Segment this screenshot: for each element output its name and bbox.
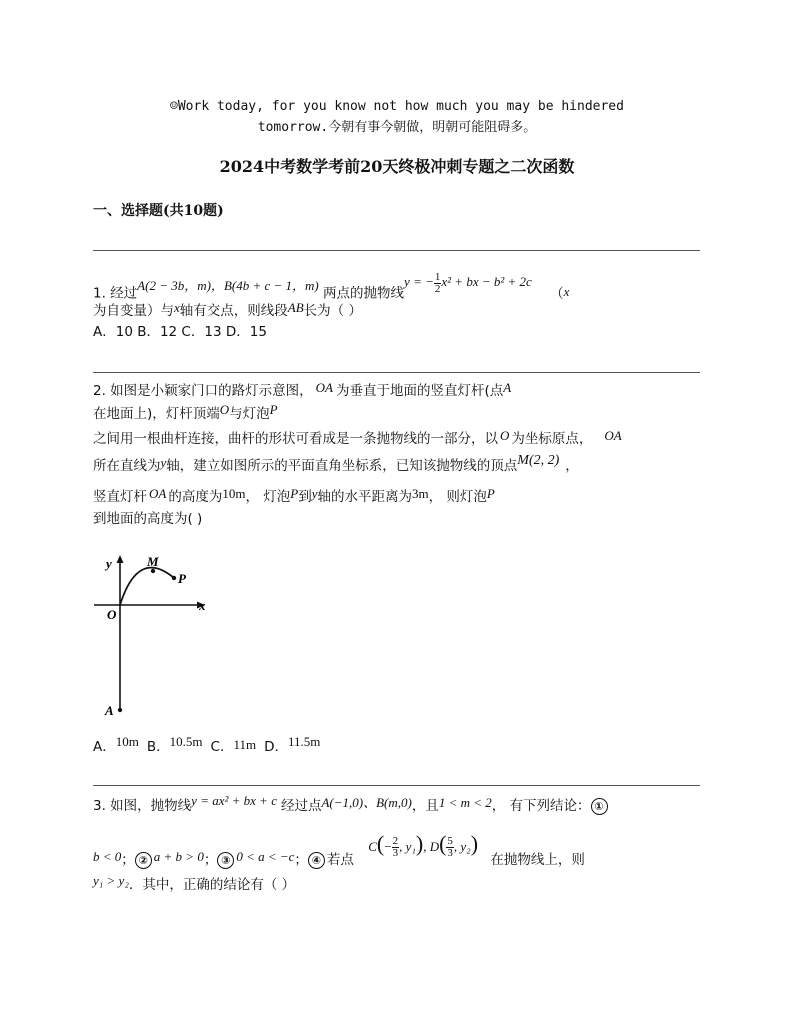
fig-label-a: A — [105, 703, 114, 718]
fig-label-m: M — [147, 554, 159, 569]
fig-label-y: y — [106, 556, 112, 571]
q2-line-6: 到地面的高度为( ) — [93, 511, 203, 527]
conclusion-1-marker: ① — [591, 798, 608, 815]
fig-label-x: x — [199, 598, 206, 613]
conclusion-3-marker: ③ — [217, 852, 234, 869]
q3-line-1: 3. 如图，抛物线y = ax² + bx + c 经过点A(−1,0)、B(m,0)，且1 < m < 2， 有下列结论： ① — [93, 797, 610, 815]
divider — [93, 785, 700, 786]
q2-line-4: 所在直线为y轴，建立如图所示的平面直角坐标系，已知该抛物线的顶点M(2, 2) ， — [93, 453, 579, 474]
conclusion-2-marker: ② — [135, 852, 152, 869]
vertex-point-m — [151, 569, 155, 573]
points-c-d-expression: C(− $\frac{2}{3}$ , y₁), D( $\frac{5}{3}$ , y₂) — [368, 831, 479, 859]
q2-options: A．10m B．10.5m C．11m D．11.5m — [93, 734, 321, 755]
q2-line-1: 2. 如图是小颖家门口的路灯示意图， OA 为垂直于地面的竖直灯杆(点A — [93, 380, 512, 399]
q3-line-3: y₁ > y₂．其中，正确的结论有（ ） — [93, 873, 296, 893]
divider — [93, 372, 700, 373]
ground-point-a — [118, 708, 122, 712]
q1-options: A．10 B．12 C．13 D．15 — [93, 324, 267, 340]
lamp-figure — [88, 550, 218, 720]
q1-line-1: 1. 经过A(2 − 3b，m)，B(4b + c − 1，m) 两点的抛物线y = − $\frac{1}{2}$ x² + bx − b² + 2c （x — [93, 271, 570, 302]
y-axis — [117, 555, 124, 710]
q3-line-2: b < 0； ② a + b > 0； ③ 0 < a < −c； ④ 若点 C(− $\frac{2}{3}$ , y₁), D( $\frac{5}{3}$ , y₂) 在抛物线上，则 — [93, 831, 585, 868]
q2-line-2: 在地面上)，灯杆顶端O与灯泡P — [93, 402, 278, 422]
section-heading: 一、选择题(共10题) — [93, 203, 224, 219]
divider — [93, 250, 700, 251]
parabola-curve — [120, 568, 174, 605]
motto-line-2: tomorrow.今朝有事今朝做，明朝可能阻碍多。 — [257, 120, 537, 135]
conclusion-4-marker: ④ — [308, 852, 325, 869]
motto-line-1: ☺Work today, for you know not how much you may be hindered — [170, 99, 624, 114]
fig-label-p: P — [178, 571, 186, 586]
q1-fraction: $\frac{1}{2}$ — [434, 271, 441, 295]
lamp-point-p — [172, 576, 176, 580]
q2-line-5: 竖直灯杆 OA 的高度为10m， 灯泡P到y轴的水平距离为3m， 则灯泡P — [93, 486, 495, 505]
q1-line-2: 为自变量）与x轴有交点，则线段AB长为（ ） — [93, 300, 362, 319]
fig-label-o: O — [107, 607, 117, 622]
page-title: 2024中考数学考前20天终极冲刺专题之二次函数 — [219, 157, 575, 176]
q2-line-3: 之间用一根曲杆连接，曲杆的形状可看成是一条抛物线的一部分，以 O 为坐标原点， OA — [93, 428, 622, 447]
